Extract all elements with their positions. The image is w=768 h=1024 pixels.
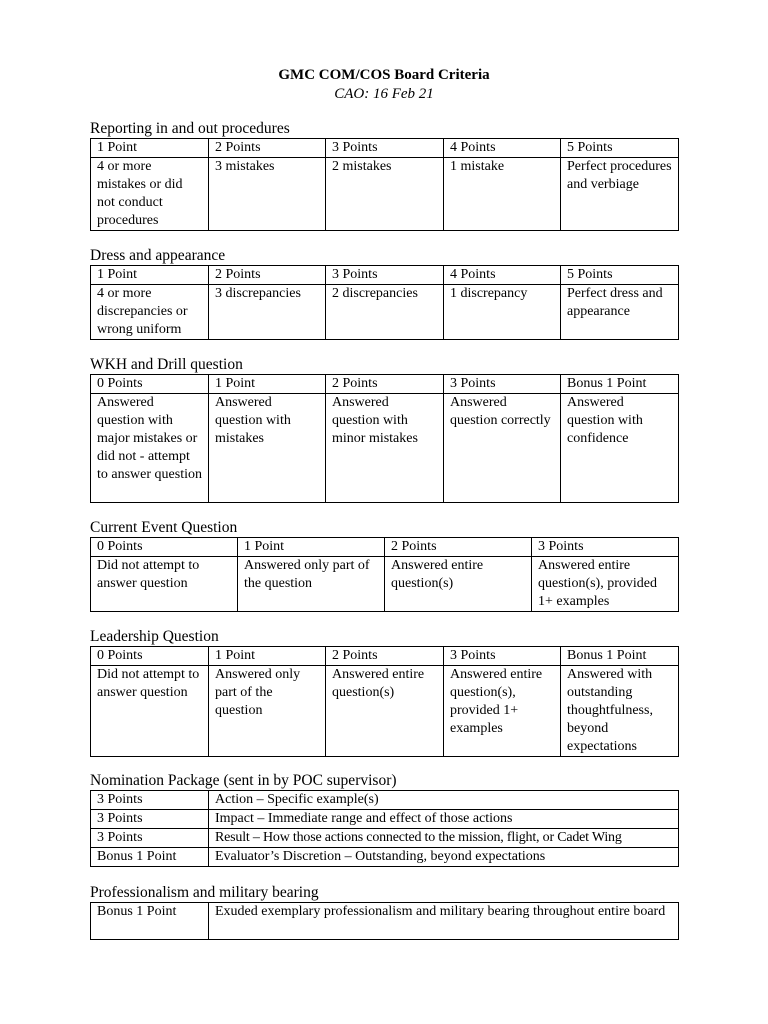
points-header-row	[91, 538, 679, 557]
criteria-cell: Evaluator’s Discretion – Outstanding, beyond expectations	[209, 848, 679, 867]
criteria-cell: Answered entire question(s)	[326, 666, 444, 757]
criteria-row	[91, 557, 679, 612]
criteria-cell: 3 mistakes	[209, 158, 326, 231]
points-cell: Bonus 1 Point	[91, 903, 209, 940]
points-header: 3 Points	[326, 266, 444, 285]
points-header-row	[91, 266, 679, 285]
criteria-cell: 3 discrepancies	[209, 285, 326, 340]
points-cell: 3 Points	[91, 829, 209, 848]
points-header: 3 Points	[444, 375, 561, 394]
points-header: 3 Points	[326, 139, 444, 158]
criteria-cell: 1 mistake	[444, 158, 561, 231]
section-professionalism-bearing	[90, 883, 678, 940]
criteria-cell: Answered only part of the question	[238, 557, 385, 612]
criteria-cell: Perfect procedures and verbiage	[561, 158, 679, 231]
points-header: Bonus 1 Point	[561, 647, 679, 666]
criteria-row	[91, 810, 679, 829]
criteria-cell: Answered only part of the question	[209, 666, 326, 757]
criteria-cell: Result – How those actions connected to the mission, flight, or Cadet Wing	[209, 829, 679, 848]
criteria-cell: Exuded exemplary professionalism and military bearing throughout entire board	[209, 903, 679, 940]
criteria-cell: Answered question with mistakes	[209, 394, 326, 503]
criteria-cell: 1 discrepancy	[444, 285, 561, 340]
criteria-cell: Impact – Immediate range and effect of those actions	[209, 810, 679, 829]
points-header: 1 Point	[91, 266, 209, 285]
criteria-cell: Answered question correctly	[444, 394, 561, 503]
document-title: GMC COM/COS Board Criteria	[278, 67, 490, 83]
points-header: 2 Points	[326, 647, 444, 666]
points-header-row	[91, 139, 679, 158]
section-heading: WKH and Drill question	[90, 356, 243, 373]
section-current-event-question	[90, 518, 678, 612]
points-cell: 3 Points	[91, 810, 209, 829]
points-header-row	[91, 375, 679, 394]
points-header: 2 Points	[326, 375, 444, 394]
points-header: 2 Points	[209, 139, 326, 158]
scoring-table	[90, 374, 679, 503]
criteria-cell: 4 or more mistakes or did not conduct procedures	[91, 158, 209, 231]
section-heading: Professionalism and military bearing	[90, 884, 319, 901]
criteria-cell: 2 discrepancies	[326, 285, 444, 340]
points-header: 4 Points	[444, 139, 561, 158]
section-heading: Leadership Question	[90, 628, 219, 645]
criteria-row	[91, 829, 679, 848]
scoring-table	[90, 138, 679, 231]
points-header: 1 Point	[91, 139, 209, 158]
scoring-table	[90, 537, 679, 612]
section-heading: Nomination Package (sent in by POC supervisor)	[90, 772, 397, 789]
criteria-row	[91, 791, 679, 810]
points-cell: Bonus 1 Point	[91, 848, 209, 867]
criteria-cell: Perfect dress and appearance	[561, 285, 679, 340]
points-header: 5 Points	[561, 266, 679, 285]
criteria-cell: Answered entire question(s)	[385, 557, 532, 612]
criteria-row	[91, 666, 679, 757]
points-header: 4 Points	[444, 266, 561, 285]
criteria-cell: Answered question with confidence	[561, 394, 679, 503]
criteria-row	[91, 285, 679, 340]
criteria-cell: Did not attempt to answer question	[91, 666, 209, 757]
section-heading: Dress and appearance	[90, 247, 226, 264]
points-header: 5 Points	[561, 139, 679, 158]
criteria-cell: Answered question with major mistakes or did not - attempt to answer question	[91, 394, 209, 503]
criteria-cell: Answered with outstanding thoughtfulness, beyond expectations	[561, 666, 679, 757]
criteria-cell: Did not attempt to answer question	[91, 557, 238, 612]
criteria-row	[91, 158, 679, 231]
points-header: 0 Points	[91, 538, 238, 557]
section-nomination-package	[90, 771, 678, 867]
section-wkh-drill-question	[90, 355, 678, 503]
criteria-row	[91, 903, 679, 940]
scoring-table	[90, 902, 679, 940]
points-header: 1 Point	[209, 647, 326, 666]
points-header: 3 Points	[532, 538, 679, 557]
section-heading: Current Event Question	[90, 519, 238, 536]
criteria-cell: Action – Specific example(s)	[209, 791, 679, 810]
points-header: 3 Points	[444, 647, 561, 666]
section-reporting-procedures	[90, 119, 678, 231]
points-header: 2 Points	[385, 538, 532, 557]
section-leadership-question	[90, 627, 678, 757]
section-dress-appearance	[90, 246, 678, 340]
section-heading: Reporting in and out procedures	[90, 120, 290, 137]
points-header: 1 Point	[209, 375, 326, 394]
criteria-cell: 4 or more discrepancies or wrong uniform	[91, 285, 209, 340]
points-header: 0 Points	[91, 647, 209, 666]
criteria-cell: Answered entire question(s), provided 1+ examples	[444, 666, 561, 757]
points-header-row	[91, 647, 679, 666]
criteria-cell: 2 mistakes	[326, 158, 444, 231]
criteria-row	[91, 848, 679, 867]
points-header: 2 Points	[209, 266, 326, 285]
points-header: 1 Point	[238, 538, 385, 557]
scoring-table	[90, 265, 679, 340]
scoring-table	[90, 646, 679, 757]
points-header: 0 Points	[91, 375, 209, 394]
criteria-row	[91, 394, 679, 503]
points-header: Bonus 1 Point	[561, 375, 679, 394]
criteria-cell: Answered entire question(s), provided 1+ examples	[532, 557, 679, 612]
points-cell: 3 Points	[91, 791, 209, 810]
criteria-cell: Answered question with minor mistakes	[326, 394, 444, 503]
scoring-table	[90, 790, 679, 867]
document-subtitle: CAO: 16 Feb 21	[334, 86, 434, 102]
